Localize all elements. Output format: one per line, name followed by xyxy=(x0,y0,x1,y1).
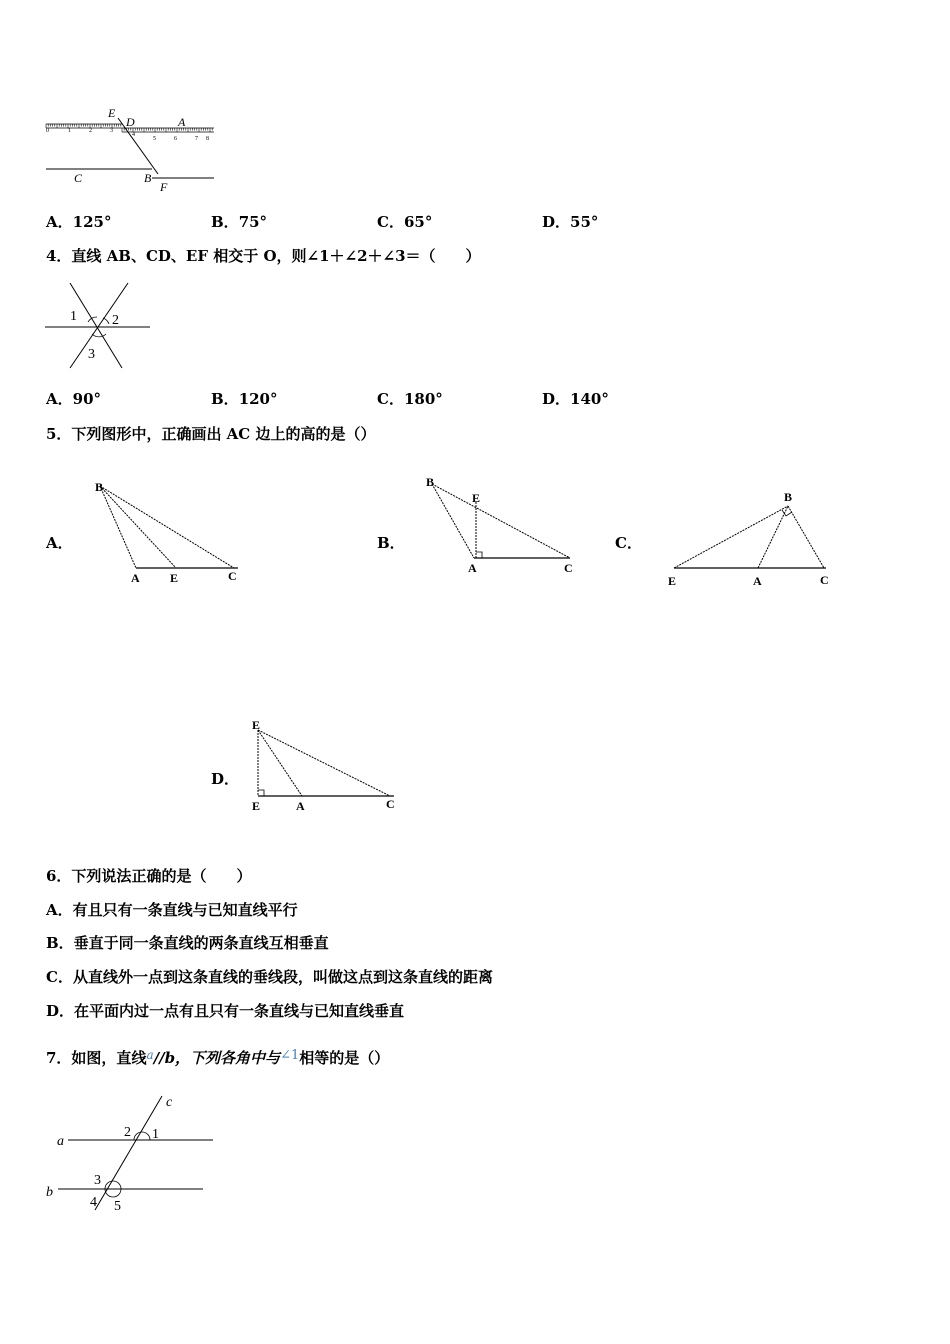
q4-option-d-letter: D． xyxy=(542,390,571,408)
q5-figure-d[interactable] xyxy=(246,714,406,818)
q6-option-a[interactable]: A．有且只有一条直线与已知直线平行 xyxy=(46,901,298,919)
q7-stem-pre: 7．如图，直线 xyxy=(46,1049,147,1067)
label-b: b xyxy=(46,1185,53,1200)
q5-option-d-letter[interactable]: D． xyxy=(211,770,240,788)
right-angle-mark xyxy=(476,552,482,558)
label-E: E xyxy=(108,106,116,120)
q4-option-a-value: 90° xyxy=(72,390,102,408)
tick-3: 3 xyxy=(110,128,113,134)
q4-option-c-value: 180° xyxy=(403,390,443,408)
label-C: C xyxy=(74,171,83,185)
label-E: E xyxy=(668,574,677,588)
q3-option-a[interactable] xyxy=(46,211,111,232)
q7-figure xyxy=(40,1088,225,1218)
label-A: A xyxy=(131,571,140,585)
label-C: C xyxy=(820,573,829,587)
side-bc xyxy=(788,506,824,568)
tick-0: 0 xyxy=(46,128,49,134)
q3-figure xyxy=(40,104,220,196)
q4-option-d-value: 140° xyxy=(570,390,609,408)
angle-label-3: 3 xyxy=(94,1173,101,1188)
label-B: B xyxy=(95,480,104,494)
label-F: F xyxy=(160,180,168,194)
q5-option-b-letter[interactable]: B． xyxy=(377,534,405,552)
q4-stem: 4．直线 AB、CD、EF 相交于 O，则∠1＋∠2＋∠3＝（ ） xyxy=(46,247,481,265)
transversal-c xyxy=(95,1096,162,1210)
angle-label-5: 5 xyxy=(114,1199,121,1214)
q3-option-b-value: 75° xyxy=(238,213,268,231)
side-eb xyxy=(674,506,788,568)
q3-option-c-letter: C． xyxy=(377,213,404,231)
q7-stem-post: 相等的是（） xyxy=(299,1049,390,1067)
angle-label-2: 2 xyxy=(124,1125,131,1140)
q7-angle: ∠1 xyxy=(280,1048,300,1063)
label-C: C xyxy=(564,561,573,575)
label-A: A xyxy=(178,115,186,129)
q7-stem xyxy=(46,1047,389,1068)
angle-arc-3 xyxy=(92,334,106,337)
label-D: D xyxy=(126,115,135,129)
tick-6: 6 xyxy=(174,136,177,142)
tick-1: 1 xyxy=(68,128,71,134)
q3-option-d-letter: D． xyxy=(542,213,571,231)
angle-label-1: 1 xyxy=(152,1127,159,1142)
label-A: A xyxy=(753,574,762,588)
q4-option-c[interactable] xyxy=(377,388,443,409)
q7-var-a: a xyxy=(146,1048,154,1062)
q3-option-a-letter: A． xyxy=(46,213,73,231)
label-B: B xyxy=(426,475,435,489)
side-bc xyxy=(100,486,234,568)
q4-option-d[interactable] xyxy=(542,388,609,409)
q5-figure-b[interactable] xyxy=(420,470,585,580)
segment-be xyxy=(100,486,176,568)
side-ec xyxy=(258,730,390,796)
label-B: B xyxy=(144,171,152,185)
q3-option-c-value: 65° xyxy=(403,213,433,231)
q4-option-a[interactable] xyxy=(46,388,101,409)
q5-option-a-letter[interactable]: A． xyxy=(46,534,73,552)
tick-2: 2 xyxy=(89,128,92,134)
angle-label-3: 3 xyxy=(88,347,95,362)
q4-option-b-letter: B． xyxy=(211,390,239,408)
right-angle-mark xyxy=(258,790,264,796)
q3-option-b-letter: B． xyxy=(211,213,239,231)
angle-label-2: 2 xyxy=(112,313,119,328)
side-ea xyxy=(258,730,302,796)
tick-5: 5 xyxy=(153,136,156,142)
q4-figure xyxy=(40,278,155,373)
q5-option-c-letter[interactable]: C． xyxy=(615,534,642,552)
label-C: C xyxy=(228,569,237,583)
q3-option-c[interactable] xyxy=(377,211,432,232)
angle-arc-1 xyxy=(142,1132,150,1140)
q3-option-b[interactable] xyxy=(211,211,267,232)
label-C: C xyxy=(386,797,395,811)
side-ba xyxy=(432,484,474,558)
q6-option-d[interactable]: D．在平面内过一点有且只有一条直线与已知直线垂直 xyxy=(46,1002,405,1020)
q7-stem-mid: //b，下列各角中与 xyxy=(153,1049,281,1067)
label-B: B xyxy=(784,490,793,504)
q3-option-d[interactable] xyxy=(542,211,598,232)
q3-option-d-value: 55° xyxy=(570,213,599,231)
tick-7: 7 xyxy=(195,136,198,142)
line-diag-2 xyxy=(70,283,128,368)
tick-4: 4 xyxy=(132,132,135,138)
q4-option-c-letter: C． xyxy=(377,390,404,408)
label-bottom-E: E xyxy=(252,799,261,813)
q4-option-a-letter: A． xyxy=(46,390,73,408)
angle-label-4: 4 xyxy=(90,1195,97,1210)
q3-option-a-value: 125° xyxy=(72,213,112,231)
transversal-ef xyxy=(118,118,158,174)
label-top-E: E xyxy=(252,718,261,732)
tick-8: 8 xyxy=(206,136,209,142)
ruler-numbers xyxy=(46,128,209,142)
q4-option-b[interactable] xyxy=(211,388,278,409)
q4-option-b-value: 120° xyxy=(238,390,278,408)
label-E: E xyxy=(170,571,179,585)
q5-stem: 5．下列图形中，正确画出 AC 边上的高的是（） xyxy=(46,425,376,443)
side-ba xyxy=(100,486,136,568)
angle-label-1: 1 xyxy=(70,309,77,324)
label-E: E xyxy=(472,491,481,505)
q5-figure-c[interactable] xyxy=(660,486,840,590)
label-A: A xyxy=(468,561,477,575)
label-A: A xyxy=(296,799,305,813)
q6-option-b[interactable]: B．垂直于同一条直线的两条直线互相垂直 xyxy=(46,934,329,952)
side-ab xyxy=(758,506,788,568)
q6-stem: 6．下列说法正确的是（ ） xyxy=(46,867,252,885)
q6-option-c[interactable]: C．从直线外一点到这条直线的垂线段，叫做这点到这条直线的距离 xyxy=(46,968,493,986)
q5-figure-a[interactable] xyxy=(90,476,250,586)
label-c: c xyxy=(166,1095,173,1110)
label-a: a xyxy=(57,1134,64,1149)
